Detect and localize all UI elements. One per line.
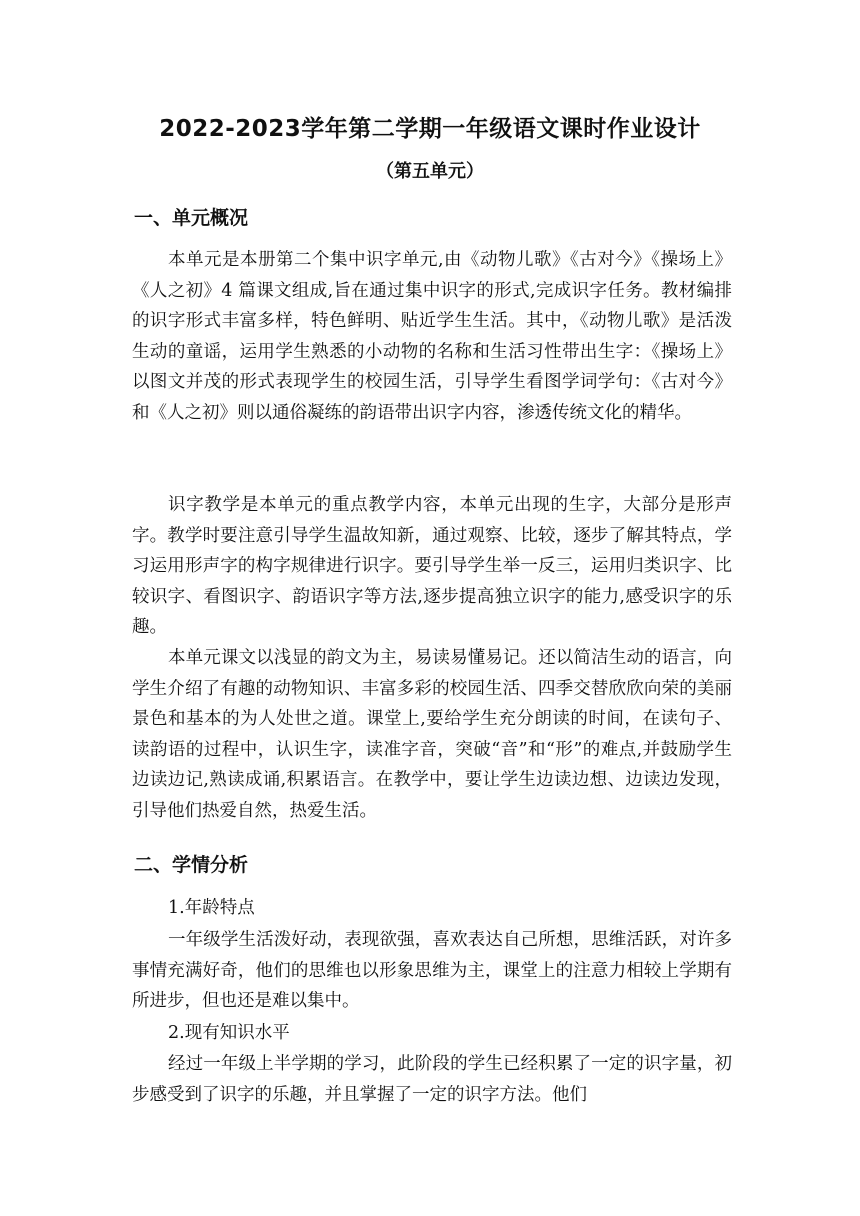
paragraph-unit-overview-2: 识字教学是本单元的重点教学内容，本单元出现的生字，大部分是形声字。教学时要注意引导学生温故知新，通过观察、比较，逐步了解其特点，学习运用形声字的构字规律进行识字。要引导学生举一反三，运用归类识字、比较识字、看图识字、韵语识字等方法,逐步提高独立识字的能力,感受识字的乐趣。: [132, 495, 732, 638]
section-heading-unit-overview: 一、单元概况: [134, 207, 249, 229]
paragraph-unit-overview-1: 本单元是本册第二个集中识字单元,由《动物儿歌》《古对今》《操场上》《人之初》4 篇课文组成,旨在通过集中识字的形式,完成识字任务。教材编排的识字形式丰富多样，特色鲜明、贴近学生生活。其中，《动物儿歌》是活泼生动的童谣，运用学生熟悉的小动物的名称和生活习性带出生字：《操场上》以图文并茂的形式表现学生的校园生活，引导学生看图学词学句：《古对今》和《人之初》则以通俗凝练的韵语带出识字内容，渗透传统文化的精华。: [132, 250, 732, 423]
paragraph-age-features: 一年级学生活泼好动，表现欲强，喜欢表达自己所想，思维活跃，对许多事情充满好奇，他们的思维也以形象思维为主，课堂上的注意力相较上学期有所进步，但也还是难以集中。: [132, 930, 732, 1012]
subheading-age-features: 1.年龄特点: [168, 898, 255, 918]
section-heading-learner-analysis: 二、学情分析: [134, 854, 249, 876]
subheading-knowledge-level: 2.现有知识水平: [168, 1023, 290, 1043]
document-subtitle: （第五单元）: [376, 161, 484, 182]
paragraph-knowledge-level: 经过一年级上半学期的学习，此阶段的学生已经积累了一定的识字量，初步感受到了识字的乐趣，并且掌握了一定的识字方法。他们: [132, 1054, 732, 1105]
document-title: 2022-2023学年第二学期一年级语文课时作业设计: [159, 116, 701, 142]
paragraph-unit-overview-3: 本单元课文以浅显的韵文为主，易读易懂易记。还以简洁生动的语言，向学生介绍了有趣的动物知识、丰富多彩的校园生活、四季交替欣欣向荣的美丽景色和基本的为人处世之道。课堂上,要给学生充分朗读的时间，在读句子、读韵语的过程中，认识生字，读准字音，突破“音”和“形”的难点,并鼓励学生边读边记,熟读成诵,积累语言。在教学中，要让学生边读边想、边读边发现，引导他们热爱自然，热爱生活。: [132, 648, 732, 821]
